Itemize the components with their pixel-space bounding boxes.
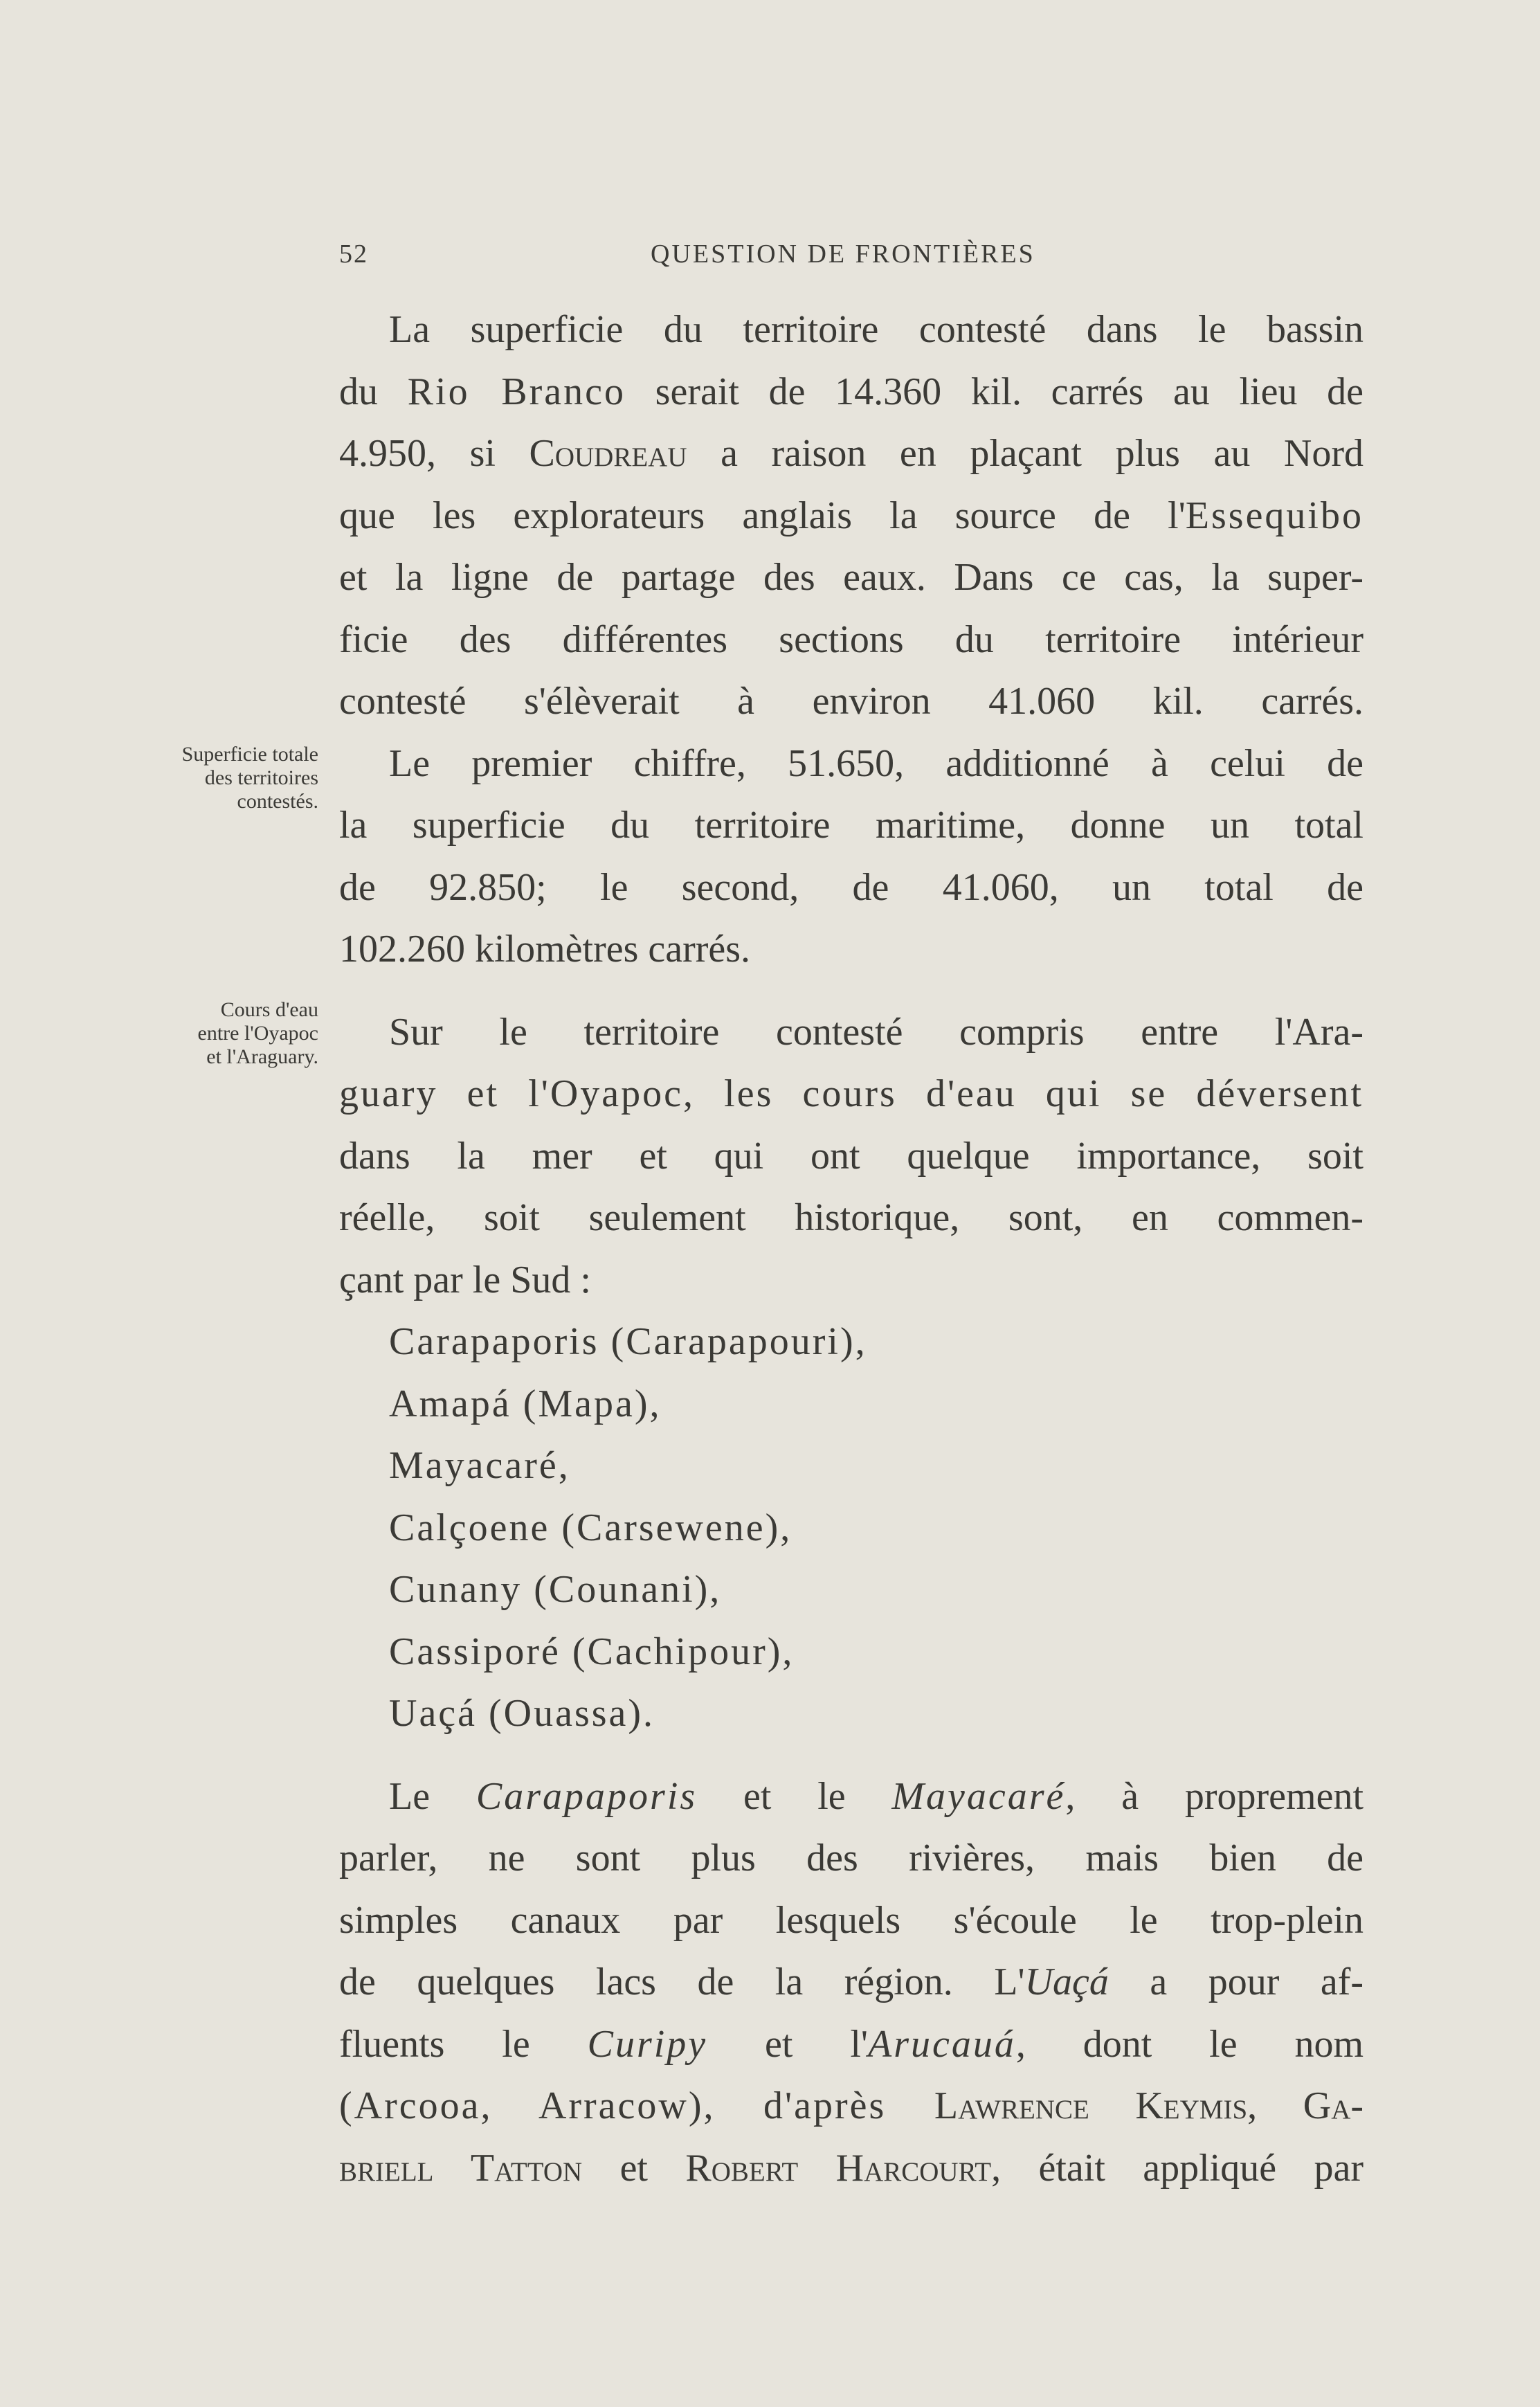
margin-note-rivers: Cours d'eau entre l'Oyapoc et l'Araguary. [197, 998, 318, 1068]
list-item: Uaçá (Ouassa). [389, 1692, 655, 1735]
paragraph-4: Le Carapaporis et le Mayacaré, à proprement parler, ne sont plus des rivières, mais bien de simples canaux par lesquels s'écoule le trop-plein de quelques lacs de la région. L'Uaçá a pour af- fluents le Curipy et l'Arucauá, dont le nom (Arcooa, Arracow), d'après Lawrence Keymis, Ga- briell Tatton et Robert Harcourt, était appliqué par [339, 1774, 1364, 2190]
paragraph-1: La superficie du territoire contesté dans le bassin du Rio Branco serait de 14.360 kil. carrés au lieu de 4.950, si Coudreau a raison en plaçant plus au Nord que les explorateurs anglais la source de l'Essequibo et la ligne de partage des eaux. Dans ce cas, la super- ficie des différentes sections du territoire intérieur contesté s'élèverait à environ 41.060 kil. carrés. [339, 308, 1364, 723]
author-name: Coudreau [529, 432, 687, 475]
running-header [339, 239, 1364, 273]
list-item: Mayacaré, [389, 1444, 570, 1487]
list-item: Carapaporis (Carapapouri), [389, 1320, 867, 1363]
paragraph-2: Le premier chiffre, 51.650, additionné à celui de la superficie du territoire maritime, donne un total de 92.850; le second, de 41.060, un total de 102.260 kilomètres carrés. [339, 741, 1364, 971]
river-list [339, 1311, 1364, 1745]
paragraph-3: Sur le territoire contesté compris entre l'Ara- guary et l'Oyapoc, les cours d'eau qui se déversent dans la mer et qui ont quelque importance, soit réelle, soit seulement historique, sont, en commen- çant par le Sud : [339, 1010, 1364, 1301]
margin-note-total-area: Superficie totale des territoires contestés. [181, 743, 318, 813]
running-title: QUESTION DE FRONTIÈRES [651, 240, 1035, 269]
list-item: Cunany (Counani), [389, 1568, 722, 1611]
list-item: Amapá (Mapa), [389, 1382, 662, 1425]
list-item: Cassiporé (Cachipour), [389, 1630, 795, 1673]
page-number: 52 [339, 240, 368, 269]
list-item: Calçoene (Carsewene), [389, 1506, 792, 1549]
body-text [339, 299, 1364, 2199]
